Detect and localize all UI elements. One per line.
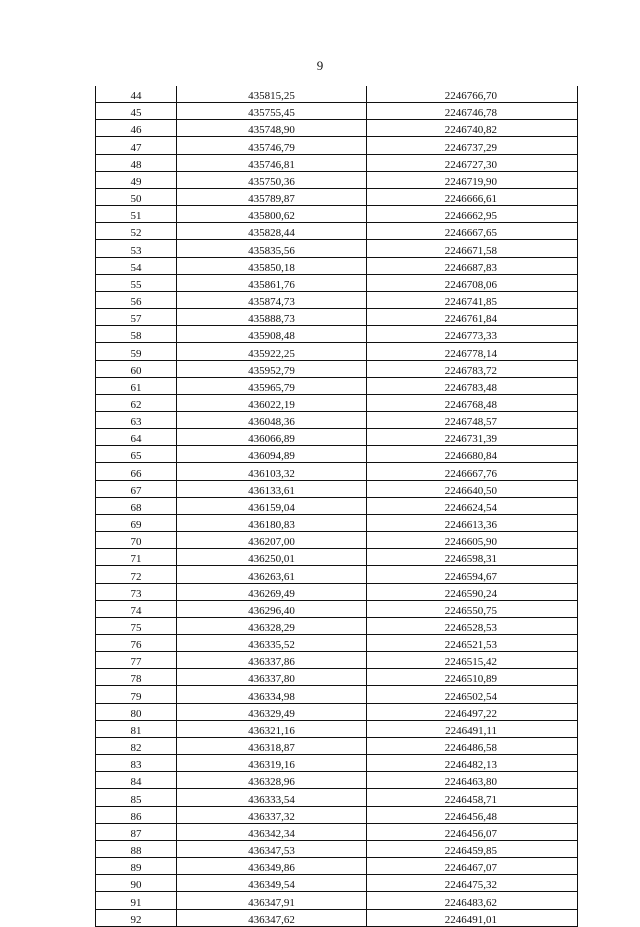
point-number-cell: 48 [96, 154, 177, 171]
point-number-cell: 63 [96, 411, 177, 428]
x-coordinate-cell: 435850,18 [177, 257, 367, 274]
table-row [96, 240, 578, 257]
table-row [96, 377, 578, 394]
x-coordinate-cell: 436337,86 [177, 652, 367, 669]
point-number-cell: 70 [96, 532, 177, 549]
table-row [96, 309, 578, 326]
y-coordinate-cell: 2246768,48 [367, 394, 578, 411]
point-number-cell: 65 [96, 446, 177, 463]
table-row [96, 360, 578, 377]
table-row [96, 429, 578, 446]
x-coordinate-cell: 436066,89 [177, 429, 367, 446]
table-row [96, 858, 578, 875]
table-row [96, 343, 578, 360]
table-row [96, 480, 578, 497]
point-number-cell: 58 [96, 326, 177, 343]
x-coordinate-cell: 435908,48 [177, 326, 367, 343]
point-number-cell: 59 [96, 343, 177, 360]
x-coordinate-cell: 435828,44 [177, 223, 367, 240]
table-row [96, 326, 578, 343]
point-number-cell: 50 [96, 188, 177, 205]
y-coordinate-cell: 2246708,06 [367, 274, 578, 291]
y-coordinate-cell: 2246482,13 [367, 755, 578, 772]
x-coordinate-cell: 436321,16 [177, 720, 367, 737]
x-coordinate-cell: 436094,89 [177, 446, 367, 463]
point-number-cell: 55 [96, 274, 177, 291]
table-row [96, 86, 578, 103]
y-coordinate-cell: 2246773,33 [367, 326, 578, 343]
table-row [96, 806, 578, 823]
point-number-cell: 92 [96, 909, 177, 926]
table-row [96, 514, 578, 531]
table-row [96, 206, 578, 223]
y-coordinate-cell: 2246740,82 [367, 120, 578, 137]
x-coordinate-cell: 435835,56 [177, 240, 367, 257]
y-coordinate-cell: 2246550,75 [367, 600, 578, 617]
x-coordinate-cell: 435755,45 [177, 103, 367, 120]
point-number-cell: 83 [96, 755, 177, 772]
point-number-cell: 51 [96, 206, 177, 223]
table-row [96, 291, 578, 308]
point-number-cell: 46 [96, 120, 177, 137]
y-coordinate-cell: 2246783,72 [367, 360, 578, 377]
y-coordinate-cell: 2246761,84 [367, 309, 578, 326]
y-coordinate-cell: 2246605,90 [367, 532, 578, 549]
y-coordinate-cell: 2246778,14 [367, 343, 578, 360]
y-coordinate-cell: 2246528,53 [367, 617, 578, 634]
table-row [96, 635, 578, 652]
x-coordinate-cell: 435874,73 [177, 291, 367, 308]
table-row [96, 103, 578, 120]
point-number-cell: 80 [96, 703, 177, 720]
table-row [96, 686, 578, 703]
y-coordinate-cell: 2246640,50 [367, 480, 578, 497]
point-number-cell: 47 [96, 137, 177, 154]
y-coordinate-cell: 2246666,61 [367, 188, 578, 205]
x-coordinate-cell: 436335,52 [177, 635, 367, 652]
y-coordinate-cell: 2246613,36 [367, 514, 578, 531]
x-coordinate-cell: 435888,73 [177, 309, 367, 326]
point-number-cell: 76 [96, 635, 177, 652]
y-coordinate-cell: 2246766,70 [367, 86, 578, 103]
x-coordinate-cell: 436319,16 [177, 755, 367, 772]
table-row [96, 737, 578, 754]
point-number-cell: 62 [96, 394, 177, 411]
x-coordinate-cell: 435922,25 [177, 343, 367, 360]
y-coordinate-cell: 2246463,80 [367, 772, 578, 789]
table-row [96, 223, 578, 240]
point-number-cell: 79 [96, 686, 177, 703]
point-number-cell: 91 [96, 892, 177, 909]
table-row [96, 755, 578, 772]
table-row [96, 652, 578, 669]
table-row [96, 274, 578, 291]
point-number-cell: 89 [96, 858, 177, 875]
y-coordinate-cell: 2246510,89 [367, 669, 578, 686]
x-coordinate-cell: 436342,34 [177, 823, 367, 840]
point-number-cell: 88 [96, 840, 177, 857]
table-row [96, 257, 578, 274]
y-coordinate-cell: 2246624,54 [367, 497, 578, 514]
x-coordinate-cell: 435748,90 [177, 120, 367, 137]
point-number-cell: 84 [96, 772, 177, 789]
table-row [96, 120, 578, 137]
x-coordinate-cell: 436347,91 [177, 892, 367, 909]
table-row [96, 909, 578, 926]
y-coordinate-cell: 2246783,48 [367, 377, 578, 394]
x-coordinate-cell: 435746,81 [177, 154, 367, 171]
y-coordinate-cell: 2246515,42 [367, 652, 578, 669]
point-number-cell: 53 [96, 240, 177, 257]
point-number-cell: 52 [96, 223, 177, 240]
x-coordinate-cell: 435861,76 [177, 274, 367, 291]
table-row [96, 137, 578, 154]
x-coordinate-cell: 436296,40 [177, 600, 367, 617]
x-coordinate-cell: 436159,04 [177, 497, 367, 514]
table-row [96, 720, 578, 737]
x-coordinate-cell: 435952,79 [177, 360, 367, 377]
x-coordinate-cell: 436022,19 [177, 394, 367, 411]
x-coordinate-cell: 436328,29 [177, 617, 367, 634]
x-coordinate-cell: 435815,25 [177, 86, 367, 103]
y-coordinate-cell: 2246502,54 [367, 686, 578, 703]
y-coordinate-cell: 2246727,30 [367, 154, 578, 171]
y-coordinate-cell: 2246594,67 [367, 566, 578, 583]
y-coordinate-cell: 2246662,95 [367, 206, 578, 223]
table-row [96, 703, 578, 720]
point-number-cell: 87 [96, 823, 177, 840]
point-number-cell: 49 [96, 171, 177, 188]
table-row [96, 549, 578, 566]
y-coordinate-cell: 2246598,31 [367, 549, 578, 566]
table-row [96, 772, 578, 789]
y-coordinate-cell: 2246737,29 [367, 137, 578, 154]
point-number-cell: 61 [96, 377, 177, 394]
y-coordinate-cell: 2246680,84 [367, 446, 578, 463]
point-number-cell: 71 [96, 549, 177, 566]
x-coordinate-cell: 436048,36 [177, 411, 367, 428]
y-coordinate-cell: 2246456,07 [367, 823, 578, 840]
point-number-cell: 81 [96, 720, 177, 737]
x-coordinate-cell: 436333,54 [177, 789, 367, 806]
point-number-cell: 90 [96, 875, 177, 892]
y-coordinate-cell: 2246667,76 [367, 463, 578, 480]
table-row [96, 188, 578, 205]
y-coordinate-cell: 2246467,07 [367, 858, 578, 875]
table-row [96, 823, 578, 840]
table-row [96, 532, 578, 549]
y-coordinate-cell: 2246731,39 [367, 429, 578, 446]
y-coordinate-cell: 2246741,85 [367, 291, 578, 308]
table-row [96, 394, 578, 411]
table-row [96, 892, 578, 909]
x-coordinate-cell: 436337,32 [177, 806, 367, 823]
y-coordinate-cell: 2246497,22 [367, 703, 578, 720]
x-coordinate-cell: 436347,62 [177, 909, 367, 926]
point-number-cell: 68 [96, 497, 177, 514]
y-coordinate-cell: 2246459,85 [367, 840, 578, 857]
point-number-cell: 77 [96, 652, 177, 669]
table-row [96, 154, 578, 171]
y-coordinate-cell: 2246475,32 [367, 875, 578, 892]
x-coordinate-cell: 436349,54 [177, 875, 367, 892]
x-coordinate-cell: 435789,87 [177, 188, 367, 205]
y-coordinate-cell: 2246719,90 [367, 171, 578, 188]
table-row [96, 840, 578, 857]
table-row [96, 446, 578, 463]
x-coordinate-cell: 436103,32 [177, 463, 367, 480]
point-number-cell: 56 [96, 291, 177, 308]
point-number-cell: 78 [96, 669, 177, 686]
page-number: 9 [316, 58, 324, 73]
x-coordinate-cell: 436347,53 [177, 840, 367, 857]
point-number-cell: 64 [96, 429, 177, 446]
y-coordinate-cell: 2246590,24 [367, 583, 578, 600]
x-coordinate-cell: 435746,79 [177, 137, 367, 154]
point-number-cell: 57 [96, 309, 177, 326]
y-coordinate-cell: 2246521,53 [367, 635, 578, 652]
table-row [96, 669, 578, 686]
point-number-cell: 73 [96, 583, 177, 600]
x-coordinate-cell: 436318,87 [177, 737, 367, 754]
table-row [96, 411, 578, 428]
x-coordinate-cell: 436337,80 [177, 669, 367, 686]
x-coordinate-cell: 435965,79 [177, 377, 367, 394]
x-coordinate-cell: 435800,62 [177, 206, 367, 223]
coordinates-table-body [96, 86, 578, 926]
table-row [96, 583, 578, 600]
point-number-cell: 86 [96, 806, 177, 823]
y-coordinate-cell: 2246491,01 [367, 909, 578, 926]
y-coordinate-cell: 2246456,48 [367, 806, 578, 823]
coordinates-table [95, 86, 578, 927]
y-coordinate-cell: 2246486,58 [367, 737, 578, 754]
x-coordinate-cell: 436329,49 [177, 703, 367, 720]
point-number-cell: 45 [96, 103, 177, 120]
x-coordinate-cell: 436263,61 [177, 566, 367, 583]
point-number-cell: 72 [96, 566, 177, 583]
point-number-cell: 44 [96, 86, 177, 103]
y-coordinate-cell: 2246671,58 [367, 240, 578, 257]
point-number-cell: 75 [96, 617, 177, 634]
x-coordinate-cell: 436328,96 [177, 772, 367, 789]
x-coordinate-cell: 435750,36 [177, 171, 367, 188]
y-coordinate-cell: 2246746,78 [367, 103, 578, 120]
x-coordinate-cell: 436269,49 [177, 583, 367, 600]
table-row [96, 463, 578, 480]
x-coordinate-cell: 436133,61 [177, 480, 367, 497]
point-number-cell: 69 [96, 514, 177, 531]
table-row [96, 789, 578, 806]
y-coordinate-cell: 2246687,83 [367, 257, 578, 274]
y-coordinate-cell: 2246458,71 [367, 789, 578, 806]
table-row [96, 171, 578, 188]
point-number-cell: 74 [96, 600, 177, 617]
x-coordinate-cell: 436207,00 [177, 532, 367, 549]
x-coordinate-cell: 436349,86 [177, 858, 367, 875]
x-coordinate-cell: 436180,83 [177, 514, 367, 531]
y-coordinate-cell: 2246748,57 [367, 411, 578, 428]
table-row [96, 566, 578, 583]
y-coordinate-cell: 2246483,62 [367, 892, 578, 909]
y-coordinate-cell: 2246491,11 [367, 720, 578, 737]
point-number-cell: 67 [96, 480, 177, 497]
table-row [96, 617, 578, 634]
x-coordinate-cell: 436250,01 [177, 549, 367, 566]
point-number-cell: 66 [96, 463, 177, 480]
table-row [96, 600, 578, 617]
x-coordinate-cell: 436334,98 [177, 686, 367, 703]
table-row [96, 875, 578, 892]
y-coordinate-cell: 2246667,65 [367, 223, 578, 240]
point-number-cell: 82 [96, 737, 177, 754]
point-number-cell: 60 [96, 360, 177, 377]
point-number-cell: 85 [96, 789, 177, 806]
table-row [96, 497, 578, 514]
point-number-cell: 54 [96, 257, 177, 274]
